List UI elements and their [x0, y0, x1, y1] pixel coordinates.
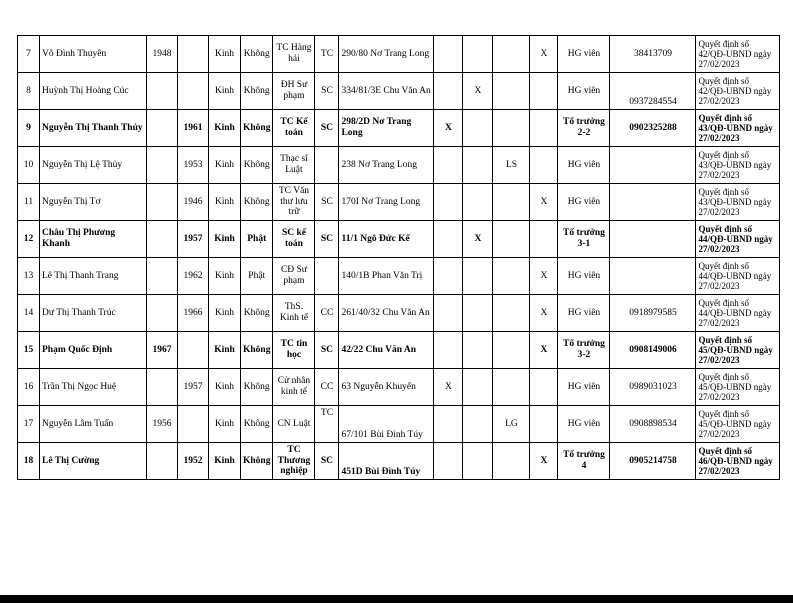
table-row	[18, 110, 780, 147]
cell-ethnicity: Kinh	[209, 36, 241, 73]
cell-birth-year-female: 1966	[178, 295, 209, 332]
cell-role: HG viên	[558, 147, 610, 184]
cell-birth-year-male	[147, 369, 178, 406]
cell-religion: Không	[241, 36, 273, 73]
cell-full-name: Nguyễn Thị Lệ Thủy	[40, 147, 147, 184]
cell-qualification: TC Kế toán	[273, 110, 315, 147]
cell-qualification: CĐ Sư phạm	[273, 258, 315, 295]
table-body	[18, 36, 780, 480]
cell-decision: Quyết định số 43/QĐ-UBND ngày 27/02/2023	[696, 184, 780, 221]
cell-mark-col-1	[434, 184, 463, 221]
cell-phone: 0905214758	[610, 443, 696, 480]
cell-mark-col-3	[493, 295, 530, 332]
table-row	[18, 443, 780, 480]
cell-phone	[610, 221, 696, 258]
cell-birth-year-male	[147, 184, 178, 221]
cell-qualification: TC Thương nghiệp	[273, 443, 315, 480]
cell-political-level	[315, 147, 339, 184]
cell-mark-col-4: X	[530, 36, 558, 73]
cell-ethnicity: Kinh	[209, 221, 241, 258]
cell-mark-col-3	[493, 221, 530, 258]
cell-political-level: TC	[315, 406, 339, 443]
cell-birth-year-male	[147, 221, 178, 258]
cell-full-name: Châu Thị Phương Khanh	[40, 221, 147, 258]
cell-decision: Quyết định số 44/QĐ-UBND ngày 27/02/2023	[696, 221, 780, 258]
cell-full-name: Trần Thị Ngọc Huệ	[40, 369, 147, 406]
cell-address: 451D Bùi Đình Túy	[339, 443, 434, 480]
cell-row-number: 18	[18, 443, 40, 480]
cell-role: Tổ trưởng 4	[558, 443, 610, 480]
table-row	[18, 184, 780, 221]
cell-mark-col-3	[493, 110, 530, 147]
cell-mark-col-3	[493, 443, 530, 480]
cell-row-number: 12	[18, 221, 40, 258]
cell-address: 63 Nguyễn Khuyến	[339, 369, 434, 406]
cell-qualification: Cử nhân kinh tế	[273, 369, 315, 406]
cell-mark-col-1	[434, 406, 463, 443]
cell-mark-col-2	[463, 369, 493, 406]
cell-mark-col-4	[530, 147, 558, 184]
cell-mark-col-1: X	[434, 110, 463, 147]
cell-decision: Quyết định số 45/QĐ-UBND ngày 27/02/2023	[696, 369, 780, 406]
cell-qualification: TC Hàng hải	[273, 36, 315, 73]
cell-religion: Không	[241, 443, 273, 480]
cell-phone	[610, 184, 696, 221]
cell-mark-col-3	[493, 36, 530, 73]
cell-decision: Quyết định số 45/QĐ-UBND ngày 27/02/2023	[696, 332, 780, 369]
cell-mark-col-2	[463, 184, 493, 221]
cell-mark-col-2	[463, 258, 493, 295]
cell-religion: Phật	[241, 221, 273, 258]
cell-phone: 0937284554	[610, 73, 696, 110]
cell-birth-year-female: 1953	[178, 147, 209, 184]
cell-birth-year-female: 1961	[178, 110, 209, 147]
cell-role: Tổ trưởng 3-1	[558, 221, 610, 258]
cell-mark-col-4	[530, 73, 558, 110]
cell-mark-col-3	[493, 258, 530, 295]
cell-role: HG viên	[558, 258, 610, 295]
cell-ethnicity: Kinh	[209, 406, 241, 443]
cell-birth-year-female: 1952	[178, 443, 209, 480]
cell-decision: Quyết định số 42/QĐ-UBND ngày 27/02/2023	[696, 36, 780, 73]
cell-mark-col-1	[434, 258, 463, 295]
cell-phone: 38413709	[610, 36, 696, 73]
cell-role: Tổ trưởng 2-2	[558, 110, 610, 147]
cell-birth-year-male	[147, 295, 178, 332]
cell-mark-col-3: LG	[493, 406, 530, 443]
cell-decision: Quyết định số 44/QĐ-UBND ngày 27/02/2023	[696, 295, 780, 332]
cell-phone: 0918979585	[610, 295, 696, 332]
cell-qualification: SC kế toán	[273, 221, 315, 258]
cell-address: 290/80 Nơ Trang Long	[339, 36, 434, 73]
cell-role: HG viên	[558, 36, 610, 73]
cell-row-number: 9	[18, 110, 40, 147]
cell-mark-col-3: LS	[493, 147, 530, 184]
cell-ethnicity: Kinh	[209, 110, 241, 147]
table-row	[18, 332, 780, 369]
cell-decision: Quyết định số 44/QĐ-UBND ngày 27/02/2023	[696, 258, 780, 295]
cell-mark-col-2	[463, 332, 493, 369]
cell-phone: 0902325288	[610, 110, 696, 147]
cell-full-name: Dư Thị Thanh Trúc	[40, 295, 147, 332]
cell-full-name: Phạm Quốc Định	[40, 332, 147, 369]
cell-religion: Không	[241, 110, 273, 147]
cell-birth-year-female	[178, 406, 209, 443]
cell-political-level: SC	[315, 443, 339, 480]
cell-birth-year-male: 1967	[147, 332, 178, 369]
cell-role: Tổ trưởng 3-2	[558, 332, 610, 369]
cell-birth-year-female	[178, 73, 209, 110]
table-row	[18, 369, 780, 406]
cell-address: 334/81/3E Chu Văn An	[339, 73, 434, 110]
cell-religion: Phật	[241, 258, 273, 295]
table-row	[18, 295, 780, 332]
cell-political-level: CC	[315, 369, 339, 406]
cell-full-name: Lê Thị Cường	[40, 443, 147, 480]
cell-phone: 0989031023	[610, 369, 696, 406]
cell-full-name: Huỳnh Thị Hoàng Cúc	[40, 73, 147, 110]
table-row	[18, 147, 780, 184]
cell-qualification: ĐH Sư phạm	[273, 73, 315, 110]
cell-full-name: Lê Thị Thanh Trang	[40, 258, 147, 295]
cell-row-number: 16	[18, 369, 40, 406]
cell-address: 11/1 Ngô Đức Kế	[339, 221, 434, 258]
cell-ethnicity: Kinh	[209, 73, 241, 110]
cell-birth-year-female	[178, 332, 209, 369]
cell-mark-col-4: X	[530, 295, 558, 332]
cell-row-number: 15	[18, 332, 40, 369]
cell-political-level: SC	[315, 110, 339, 147]
cell-mark-col-2: X	[463, 73, 493, 110]
cell-address: 170I Nơ Trang Long	[339, 184, 434, 221]
cell-role: HG viên	[558, 406, 610, 443]
table-row	[18, 258, 780, 295]
cell-address: 42/22 Chu Văn An	[339, 332, 434, 369]
cell-ethnicity: Kinh	[209, 147, 241, 184]
cell-mark-col-1	[434, 295, 463, 332]
cell-address: 67/101 Bùi Đình Túy	[339, 406, 434, 443]
cell-row-number: 14	[18, 295, 40, 332]
cell-birth-year-male	[147, 443, 178, 480]
cell-religion: Không	[241, 73, 273, 110]
cell-birth-year-male	[147, 258, 178, 295]
cell-birth-year-male: 1948	[147, 36, 178, 73]
cell-qualification: ThS. Kinh tế	[273, 295, 315, 332]
cell-religion: Không	[241, 406, 273, 443]
cell-mark-col-3	[493, 184, 530, 221]
cell-birth-year-female: 1957	[178, 369, 209, 406]
cell-political-level: TC	[315, 36, 339, 73]
cell-row-number: 8	[18, 73, 40, 110]
cell-political-level: SC	[315, 73, 339, 110]
cell-birth-year-male	[147, 73, 178, 110]
cell-phone	[610, 147, 696, 184]
cell-ethnicity: Kinh	[209, 332, 241, 369]
cell-religion: Không	[241, 147, 273, 184]
cell-mark-col-2	[463, 295, 493, 332]
page-bottom-bar	[0, 595, 793, 603]
cell-qualification: CN Luật	[273, 406, 315, 443]
cell-mark-col-1: X	[434, 369, 463, 406]
cell-full-name: Võ Đình Thuyên	[40, 36, 147, 73]
cell-role: HG viên	[558, 295, 610, 332]
cell-birth-year-female: 1962	[178, 258, 209, 295]
cell-qualification: TC Văn thư lưu trữ	[273, 184, 315, 221]
cell-ethnicity: Kinh	[209, 258, 241, 295]
cell-mark-col-2	[463, 443, 493, 480]
cell-mark-col-2	[463, 147, 493, 184]
cell-birth-year-female	[178, 36, 209, 73]
cell-mark-col-4	[530, 110, 558, 147]
cell-decision: Quyết định số 46/QĐ-UBND ngày 27/02/2023	[696, 443, 780, 480]
cell-mark-col-4: X	[530, 184, 558, 221]
cell-birth-year-female: 1957	[178, 221, 209, 258]
cell-birth-year-female: 1946	[178, 184, 209, 221]
cell-qualification: Thạc sĩ Luật	[273, 147, 315, 184]
cell-political-level	[315, 258, 339, 295]
cell-mark-col-1	[434, 332, 463, 369]
cell-ethnicity: Kinh	[209, 184, 241, 221]
cell-address: 298/2D Nơ Trang Long	[339, 110, 434, 147]
cell-decision: Quyết định số 42/QĐ-UBND ngày 27/02/2023	[696, 73, 780, 110]
cell-birth-year-male: 1956	[147, 406, 178, 443]
cell-phone	[610, 258, 696, 295]
cell-religion: Không	[241, 332, 273, 369]
cell-phone: 0908898534	[610, 406, 696, 443]
cell-mark-col-1	[434, 73, 463, 110]
mediator-table	[17, 35, 780, 480]
cell-mark-col-3	[493, 332, 530, 369]
cell-mark-col-3	[493, 73, 530, 110]
cell-political-level: SC	[315, 221, 339, 258]
cell-mark-col-2: X	[463, 221, 493, 258]
cell-ethnicity: Kinh	[209, 443, 241, 480]
cell-row-number: 10	[18, 147, 40, 184]
table-row	[18, 221, 780, 258]
cell-decision: Quyết định số 43/QĐ-UBND ngày 27/02/2023	[696, 147, 780, 184]
table-row	[18, 36, 780, 73]
cell-political-level: SC	[315, 184, 339, 221]
cell-mark-col-2	[463, 110, 493, 147]
cell-mark-col-2	[463, 406, 493, 443]
cell-mark-col-2	[463, 36, 493, 73]
cell-full-name: Nguyễn Lâm Tuấn	[40, 406, 147, 443]
cell-address: 261/40/32 Chu Văn An	[339, 295, 434, 332]
cell-qualification: TC tin học	[273, 332, 315, 369]
cell-mark-col-4: X	[530, 443, 558, 480]
cell-address: 140/1B Phan Văn Trị	[339, 258, 434, 295]
cell-religion: Không	[241, 184, 273, 221]
cell-ethnicity: Kinh	[209, 295, 241, 332]
cell-role: HG viên	[558, 369, 610, 406]
cell-row-number: 17	[18, 406, 40, 443]
cell-mark-col-1	[434, 147, 463, 184]
cell-mark-col-4: X	[530, 258, 558, 295]
cell-political-level: SC	[315, 332, 339, 369]
cell-mark-col-4	[530, 221, 558, 258]
cell-birth-year-male	[147, 147, 178, 184]
cell-decision: Quyết định số 45/QĐ-UBND ngày 27/02/2023	[696, 406, 780, 443]
cell-address: 238 Nơ Trang Long	[339, 147, 434, 184]
cell-row-number: 11	[18, 184, 40, 221]
cell-phone: 0908149006	[610, 332, 696, 369]
cell-row-number: 7	[18, 36, 40, 73]
cell-role: HG viên	[558, 184, 610, 221]
cell-mark-col-4: X	[530, 332, 558, 369]
cell-decision: Quyết định số 43/QĐ-UBND ngày 27/02/2023	[696, 110, 780, 147]
table-row	[18, 73, 780, 110]
cell-mark-col-1	[434, 221, 463, 258]
cell-religion: Không	[241, 295, 273, 332]
cell-ethnicity: Kinh	[209, 369, 241, 406]
cell-mark-col-1	[434, 36, 463, 73]
cell-full-name: Nguyễn Thị Thanh Thủy	[40, 110, 147, 147]
cell-role: HG viên	[558, 73, 610, 110]
cell-full-name: Nguyễn Thị Tơ	[40, 184, 147, 221]
cell-row-number: 13	[18, 258, 40, 295]
table-row	[18, 406, 780, 443]
cell-religion: Không	[241, 369, 273, 406]
cell-mark-col-3	[493, 369, 530, 406]
cell-mark-col-1	[434, 443, 463, 480]
cell-political-level: CC	[315, 295, 339, 332]
cell-mark-col-4	[530, 369, 558, 406]
cell-mark-col-4	[530, 406, 558, 443]
cell-birth-year-male	[147, 110, 178, 147]
